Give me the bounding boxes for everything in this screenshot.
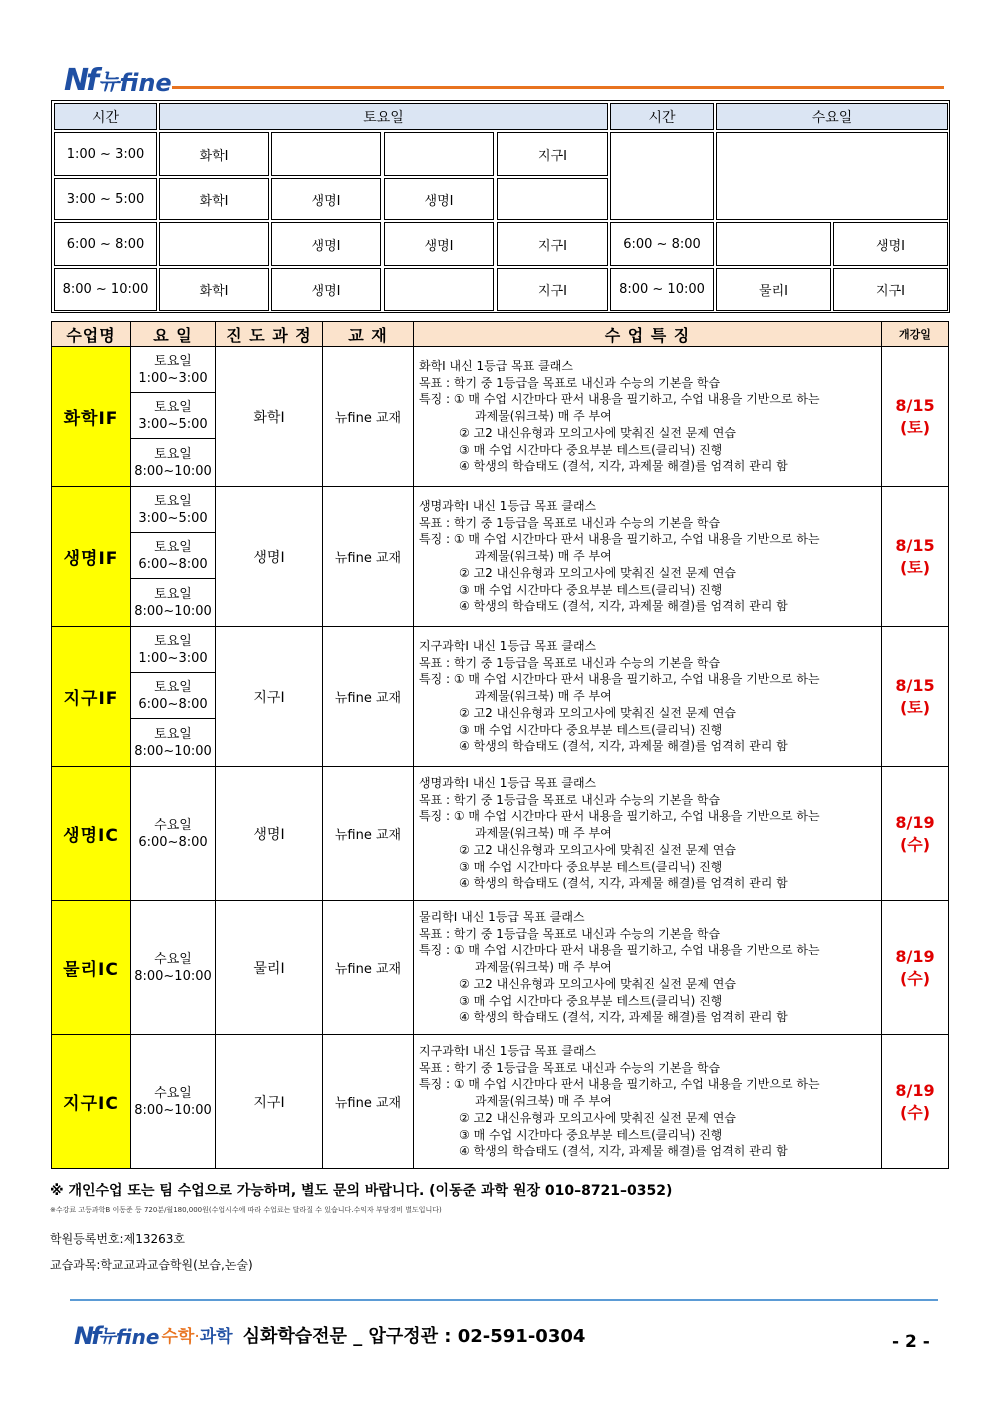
start-date-weekday: (수) [899, 968, 931, 988]
course-day-label: 토요일 [154, 399, 192, 415]
footer-divider [70, 1299, 938, 1301]
feature-1-cont: 과제물(워크북) 매 주 부여 [475, 549, 612, 564]
feature-3: ③ 매 수업 시간마다 중요부분 테스트(클리닉) 진행 [459, 582, 723, 597]
course-day [131, 627, 216, 673]
feature-2: ② 고2 내신유형과 모의고사에 맞춰진 실전 문제 연습 [459, 425, 736, 440]
course-day [131, 901, 216, 1035]
fee-note: ※수강료 고등과학B 이동준 등 720분/월180,000원(수업시수에 따라 수업료는 달라질 수 있습니다.수익자 부담경비 별도입니다) [50, 1206, 442, 1214]
course-name: 생명ⅠF [52, 487, 131, 627]
feature-4: ④ 학생의 학습태도 (결석, 지각, 과제물 해결)를 엄격히 관리 함 [459, 876, 788, 891]
feature-3: ③ 매 수업 시간마다 중요부분 테스트(클리닉) 진행 [459, 859, 723, 874]
feature-1-cont: 과제물(워크북) 매 주 부여 [475, 960, 612, 975]
course-day-time: 1:00~3:00 [138, 650, 208, 666]
sched-time: 3:00 ~ 5:00 [54, 178, 157, 220]
feature-2: ② 고2 내신유형과 모의고사에 맞춰진 실전 문제 연습 [459, 976, 736, 991]
course-day-label: 수요일 [154, 951, 192, 967]
start-date-value: 8/15 [895, 395, 935, 415]
feature-1: 특징 : ① 매 수업 시간마다 판서 내용을 필기하고, 수업 내용을 기반으로 하는 [419, 809, 820, 824]
course-day [131, 347, 216, 393]
start-date-value: 8/15 [895, 675, 935, 695]
sched-cell [716, 222, 831, 266]
sched-header-time2: 시간 [610, 103, 714, 130]
course-row [52, 627, 949, 673]
course-name: 지구ⅠF [52, 627, 131, 767]
sched-cell: 지구Ⅰ [833, 268, 948, 311]
logo-mark: Nf [64, 63, 97, 98]
sched-cell: 지구Ⅰ [497, 268, 608, 311]
sched-cell: 생명Ⅰ [384, 222, 494, 266]
course-features [414, 487, 882, 627]
sched-cell [384, 268, 494, 311]
course-features [414, 901, 882, 1035]
sched-wed-time: 8:00 ~ 10:00 [610, 268, 714, 311]
start-date-weekday: (토) [899, 697, 931, 717]
course-features [414, 347, 882, 487]
course-row [52, 767, 949, 901]
feature-goal: 목표 : 학기 중 1등급을 목표로 내신과 수능의 기본을 학습 [419, 792, 721, 807]
course-progress: 지구Ⅰ [216, 1035, 323, 1169]
feature-4: ④ 학생의 학습태도 (결석, 지각, 과제물 해결)를 엄격히 관리 함 [459, 1144, 788, 1159]
header-textbook: 교 재 [323, 322, 414, 347]
sched-cell: 지구Ⅰ [497, 132, 608, 176]
course-day-time: 3:00~5:00 [138, 416, 208, 432]
footer-logo-ko: 뉴 [98, 1326, 116, 1347]
course-day-label: 토요일 [154, 726, 192, 742]
course-day [131, 579, 216, 627]
course-textbook: 뉴fine 교재 [323, 627, 414, 767]
feature-1-cont: 과제물(워크북) 매 주 부여 [475, 1094, 612, 1109]
page-number: - 2 - [892, 1332, 930, 1352]
start-date-weekday: (수) [899, 1102, 931, 1122]
sched-cell: 생명Ⅰ [271, 178, 381, 220]
header-features: 수 업 특 징 [414, 322, 882, 347]
course-name: 생명ⅠC [52, 767, 131, 901]
course-day-time: 3:00~5:00 [138, 510, 208, 526]
course-day-time: 6:00~8:00 [138, 696, 208, 712]
feature-2: ② 고2 내신유형과 모의고사에 맞춰진 실전 문제 연습 [459, 1110, 736, 1125]
course-textbook: 뉴fine 교재 [323, 901, 414, 1035]
feature-4: ④ 학생의 학습태도 (결석, 지각, 과제물 해결)를 엄격히 관리 함 [459, 739, 788, 754]
course-start-date [882, 1035, 949, 1169]
sched-cell-empty [716, 132, 948, 220]
course-features [414, 627, 882, 767]
course-day [131, 533, 216, 579]
contact-note: ※ 개인수업 또는 팀 수업으로 가능하며, 별도 문의 바랍니다. (이동준 과학 원장 010–8721–0352) [50, 1183, 673, 1199]
header-day: 요 일 [131, 322, 216, 347]
feature-1: 특징 : ① 매 수업 시간마다 판서 내용을 필기하고, 수업 내용을 기반으로 하는 [419, 672, 820, 687]
course-row [52, 901, 949, 1035]
sched-cell: 생명Ⅰ [384, 178, 494, 220]
sched-wed-time: 6:00 ~ 8:00 [610, 222, 714, 266]
start-date-weekday: (토) [899, 417, 931, 437]
sched-cell: 지구Ⅰ [497, 222, 608, 266]
feature-1: 특징 : ① 매 수업 시간마다 판서 내용을 필기하고, 수업 내용을 기반으로 하는 [419, 392, 820, 407]
footer-math: 수학 [161, 1327, 195, 1347]
feature-goal: 목표 : 학기 중 1등급을 목표로 내신과 수능의 기본을 학습 [419, 515, 721, 530]
feature-1-cont: 과제물(워크북) 매 주 부여 [475, 409, 612, 424]
logo-ko: 뉴 [98, 70, 120, 95]
course-progress: 화학Ⅰ [216, 347, 323, 487]
feature-goal: 목표 : 학기 중 1등급을 목표로 내신과 수능의 기본을 학습 [419, 926, 721, 941]
sched-cell: 생명Ⅰ [271, 222, 381, 266]
course-table [51, 321, 949, 1169]
start-date-value: 8/19 [895, 1080, 935, 1100]
teaching-subjects: 교습과목:학교교과교습학원(보습,논술) [50, 1258, 253, 1272]
course-day [131, 393, 216, 439]
feature-2: ② 고2 내신유형과 모의고사에 맞춰진 실전 문제 연습 [459, 705, 736, 720]
feature-title: 물리학Ⅰ 내신 1등급 목표 클래스 [419, 909, 585, 924]
sched-time: 8:00 ~ 10:00 [54, 268, 157, 311]
feature-1: 특징 : ① 매 수업 시간마다 판서 내용을 필기하고, 수업 내용을 기반으로 하는 [419, 943, 820, 958]
feature-2: ② 고2 내신유형과 모의고사에 맞춰진 실전 문제 연습 [459, 565, 736, 580]
course-day [131, 1035, 216, 1169]
sched-cell [271, 132, 381, 176]
feature-1-cont: 과제물(워크북) 매 주 부여 [475, 826, 612, 841]
course-start-date [882, 767, 949, 901]
feature-goal: 목표 : 학기 중 1등급을 목표로 내신과 수능의 기본을 학습 [419, 375, 721, 390]
course-day-label: 토요일 [154, 633, 192, 649]
sched-cell: 생명Ⅰ [833, 222, 948, 266]
header-progress: 진 도 과 정 [216, 322, 323, 347]
start-date-weekday: (수) [899, 834, 931, 854]
course-textbook: 뉴fine 교재 [323, 347, 414, 487]
feature-1: 특징 : ① 매 수업 시간마다 판서 내용을 필기하고, 수업 내용을 기반으로 하는 [419, 1077, 820, 1092]
course-day-time: 6:00~8:00 [138, 556, 208, 572]
course-table-header [52, 322, 949, 347]
start-date-value: 8/19 [895, 946, 935, 966]
course-day-label: 토요일 [154, 539, 192, 555]
logo-en: fine [119, 69, 172, 97]
course-progress: 생명Ⅰ [216, 767, 323, 901]
feature-4: ④ 학생의 학습태도 (결석, 지각, 과제물 해결)를 엄격히 관리 함 [459, 459, 788, 474]
sched-cell: 물리Ⅰ [716, 268, 831, 311]
footer-logo [74, 1318, 585, 1348]
course-textbook: 뉴fine 교재 [323, 767, 414, 901]
course-name: 물리ⅠC [52, 901, 131, 1035]
sched-cell [384, 132, 494, 176]
course-day-time: 8:00~10:00 [134, 743, 212, 759]
feature-3: ③ 매 수업 시간마다 중요부분 테스트(클리닉) 진행 [459, 442, 723, 457]
course-textbook: 뉴fine 교재 [323, 487, 414, 627]
course-row [52, 1035, 949, 1169]
feature-title: 생명과학Ⅰ 내신 1등급 목표 클래스 [419, 775, 597, 790]
feature-goal: 목표 : 학기 중 1등급을 목표로 내신과 수능의 기본을 학습 [419, 1060, 721, 1075]
course-day [131, 719, 216, 767]
feature-3: ③ 매 수업 시간마다 중요부분 테스트(클리닉) 진행 [459, 993, 723, 1008]
feature-3: ③ 매 수업 시간마다 중요부분 테스트(클리닉) 진행 [459, 1127, 723, 1142]
course-name: 지구ⅠC [52, 1035, 131, 1169]
feature-goal: 목표 : 학기 중 1등급을 목표로 내신과 수능의 기본을 학습 [419, 655, 721, 670]
course-day [131, 767, 216, 901]
course-day-time: 8:00~10:00 [134, 968, 212, 984]
course-day-time: 8:00~10:00 [134, 1102, 212, 1118]
sched-header-saturday: 토요일 [159, 103, 608, 130]
sched-cell: 화학Ⅰ [159, 268, 269, 311]
header-divider [172, 86, 944, 89]
course-start-date [882, 627, 949, 767]
start-date-value: 8/19 [895, 812, 935, 832]
course-row [52, 487, 949, 533]
feature-4: ④ 학생의 학습태도 (결석, 지각, 과제물 해결)를 엄격히 관리 함 [459, 1010, 788, 1025]
course-progress: 물리Ⅰ [216, 901, 323, 1035]
feature-title: 지구과학Ⅰ 내신 1등급 목표 클래스 [419, 1043, 597, 1058]
sched-header-wednesday: 수요일 [716, 103, 948, 130]
course-day [131, 673, 216, 719]
feature-3: ③ 매 수업 시간마다 중요부분 테스트(클리닉) 진행 [459, 722, 723, 737]
course-day [131, 487, 216, 533]
sched-cell [497, 178, 608, 220]
footer-dot: · [194, 1327, 200, 1347]
sched-cell: 생명Ⅰ [271, 268, 381, 311]
course-features [414, 767, 882, 901]
sched-cell: 화학Ⅰ [159, 178, 269, 220]
course-day-label: 토요일 [154, 446, 192, 462]
sched-cell [159, 222, 269, 266]
course-day-label: 수요일 [154, 1085, 192, 1101]
feature-1: 특징 : ① 매 수업 시간마다 판서 내용을 필기하고, 수업 내용을 기반으로 하는 [419, 532, 820, 547]
course-day-label: 토요일 [154, 586, 192, 602]
course-start-date [882, 347, 949, 487]
header-course-name: 수업명 [52, 322, 131, 347]
course-day-time: 1:00~3:00 [138, 370, 208, 386]
course-day-label: 토요일 [154, 353, 192, 369]
course-textbook: 뉴fine 교재 [323, 1035, 414, 1169]
course-day-label: 토요일 [154, 493, 192, 509]
feature-4: ④ 학생의 학습태도 (결석, 지각, 과제물 해결)를 엄격히 관리 함 [459, 599, 788, 614]
sched-header-time: 시간 [54, 103, 157, 130]
weekly-schedule [51, 100, 950, 313]
course-day-time: 6:00~8:00 [138, 834, 208, 850]
course-day-time: 8:00~10:00 [134, 463, 212, 479]
course-progress: 생명Ⅰ [216, 487, 323, 627]
course-day-label: 수요일 [154, 817, 192, 833]
start-date-value: 8/15 [895, 535, 935, 555]
course-name: 화학ⅠF [52, 347, 131, 487]
top-logo [64, 60, 172, 96]
start-date-weekday: (토) [899, 557, 931, 577]
header-start-date: 개강일 [882, 322, 949, 347]
feature-title: 생명과학Ⅰ 내신 1등급 목표 클래스 [419, 498, 597, 513]
footer-science: 과학 [199, 1327, 233, 1347]
footer-logo-mark: Nf [74, 1322, 99, 1350]
registration-number: 학원등록번호:제13263호 [50, 1232, 185, 1246]
feature-title: 지구과학Ⅰ 내신 1등급 목표 클래스 [419, 638, 597, 653]
course-day [131, 439, 216, 487]
course-day-time: 8:00~10:00 [134, 603, 212, 619]
sched-cell-empty [610, 132, 714, 220]
course-day-label: 토요일 [154, 679, 192, 695]
feature-2: ② 고2 내신유형과 모의고사에 맞춰진 실전 문제 연습 [459, 842, 736, 857]
course-features [414, 1035, 882, 1169]
sched-cell: 화학Ⅰ [159, 132, 269, 176]
course-progress: 지구Ⅰ [216, 627, 323, 767]
feature-title: 화학Ⅰ 내신 1등급 목표 클래스 [419, 358, 573, 373]
course-start-date [882, 901, 949, 1035]
footer-tagline: 심화학습전문 _ 압구정관 : 02-591-0304 [242, 1326, 586, 1347]
sched-time: 6:00 ~ 8:00 [54, 222, 157, 266]
sched-time: 1:00 ~ 3:00 [54, 132, 157, 176]
feature-1-cont: 과제물(워크북) 매 주 부여 [475, 689, 612, 704]
course-row [52, 347, 949, 393]
footer-logo-en: fine [115, 1325, 160, 1349]
course-start-date [882, 487, 949, 627]
